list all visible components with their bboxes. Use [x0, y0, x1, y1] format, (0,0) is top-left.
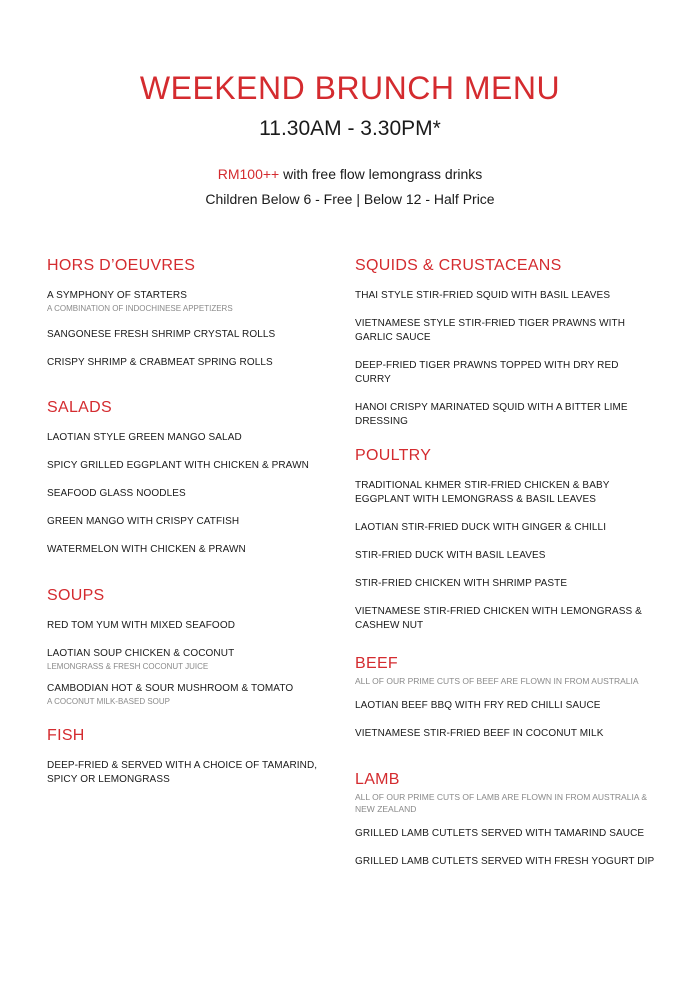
menu-item: [47, 459, 332, 473]
section-heading: SQUIDS & CRUSTACEANS: [355, 257, 562, 274]
section-poultry: [355, 447, 655, 633]
menu-item: [355, 289, 655, 303]
menu-item: [47, 647, 332, 672]
menu-item-name: STIR-FRIED DUCK WITH BASIL LEAVES: [355, 550, 546, 561]
menu-column-right: [355, 257, 655, 883]
menu-item: [355, 577, 655, 591]
menu-item: [355, 401, 655, 429]
menu-item-name: SEAFOOD GLASS NOODLES: [47, 488, 186, 499]
menu-item: [355, 317, 655, 345]
menu-item-description: A COMBINATION OF INDOCHINESE APPETIZERS: [47, 304, 233, 313]
price-suffix: with free flow lemongrass drinks: [279, 166, 483, 182]
menu-item: [355, 549, 655, 563]
menu-item-description: LEMONGRASS & FRESH COCONUT JUICE: [47, 662, 209, 671]
menu-item-name: SANGONESE FRESH SHRIMP CRYSTAL ROLLS: [47, 329, 276, 340]
menu-item-description: A COCONUT MILK-BASED SOUP: [47, 697, 170, 706]
menu-item-name: GRILLED LAMB CUTLETS SERVED WITH TAMARIND SAUCE: [355, 828, 645, 839]
section-heading: HORS D’OEUVRES: [47, 257, 196, 274]
menu-item: [47, 543, 332, 557]
menu-item-name: CRISPY SHRIMP & CRABMEAT SPRING ROLLS: [47, 357, 273, 368]
menu-item-name: LAOTIAN STIR-FRIED DUCK WITH GINGER & CHILLI: [355, 522, 607, 533]
section-note: ALL OF OUR PRIME CUTS OF BEEF ARE FLOWN IN FROM AUSTRALIA: [355, 676, 639, 686]
menu-item: [355, 359, 655, 387]
section-squids-crustaceans: [355, 257, 655, 429]
menu-item-name: VIETNAMESE STYLE STIR-FRIED TIGER PRAWNS WITH GARLIC SAUCE: [355, 318, 626, 343]
menu-item: [47, 759, 332, 787]
menu-item-name: DEEP-FRIED & SERVED WITH A CHOICE OF TAMARIND, SPICY OR LEMONGRASS: [47, 760, 318, 785]
menu-item-name: LAOTIAN SOUP CHICKEN & COCONUT: [47, 648, 235, 659]
section-note: ALL OF OUR PRIME CUTS OF LAMB ARE FLOWN IN FROM AUSTRALIA & NEW ZEALAND: [355, 792, 648, 814]
menu-item: [47, 356, 332, 370]
section-salads: [47, 399, 332, 557]
section-heading: POULTRY: [355, 447, 432, 464]
section-soups: [47, 587, 332, 707]
section-beef: [355, 655, 655, 741]
menu-item: [47, 515, 332, 529]
menu-item-name: DEEP-FRIED TIGER PRAWNS TOPPED WITH DRY RED CURRY: [355, 360, 619, 385]
section-lamb: [355, 771, 655, 869]
menu-item-name: WATERMELON WITH CHICKEN & PRAWN: [47, 544, 246, 555]
section-heading: BEEF: [355, 655, 398, 672]
menu-item: [355, 855, 655, 869]
menu-item-name: HANOI CRISPY MARINATED SQUID WITH A BITTER LIME DRESSING: [355, 402, 628, 427]
menu-item: [47, 289, 332, 314]
price-line: [0, 166, 700, 182]
menu-item-name: TRADITIONAL KHMER STIR-FRIED CHICKEN & BABY EGGPLANT WITH LEMONGRASS & BASIL LEAVES: [355, 480, 610, 505]
children-pricing: Children Below 6 - Free | Below 12 - Half Price: [205, 191, 495, 207]
section-fish: [47, 727, 332, 787]
menu-item-name: LAOTIAN BEEF BBQ WITH FRY RED CHILLI SAUCE: [355, 700, 601, 711]
menu-title: WEEKEND BRUNCH MENU: [139, 70, 561, 106]
menu-column-left: [47, 257, 332, 801]
menu-item-name: LAOTIAN STYLE GREEN MANGO SALAD: [47, 432, 242, 443]
menu-item: [355, 827, 655, 841]
menu-item: [47, 682, 332, 707]
menu-item-name: VIETNAMESE STIR-FRIED BEEF IN COCONUT MILK: [355, 728, 604, 739]
menu-item: [47, 487, 332, 501]
menu-item: [355, 605, 655, 633]
section-heading: LAMB: [355, 771, 400, 788]
menu-item-name: STIR-FRIED CHICKEN WITH SHRIMP PASTE: [355, 578, 568, 589]
menu-item: [355, 727, 655, 741]
section-heading: FISH: [47, 727, 85, 744]
section-hors-doeuvres: [47, 257, 332, 370]
menu-item: [355, 479, 655, 507]
brunch-hours: 11.30AM - 3.30PM*: [259, 117, 441, 140]
section-heading: SOUPS: [47, 587, 105, 604]
price: RM100++: [217, 166, 280, 182]
menu-item-name: CAMBODIAN HOT & SOUR MUSHROOM & TOMATO: [47, 683, 294, 694]
menu-item: [355, 521, 655, 535]
menu-item: [47, 431, 332, 445]
menu-item: [47, 619, 332, 633]
menu-item: [355, 699, 655, 713]
menu-item: [47, 328, 332, 342]
menu-item-name: THAI STYLE STIR-FRIED SQUID WITH BASIL LEAVES: [355, 290, 611, 301]
menu-item-name: GRILLED LAMB CUTLETS SERVED WITH FRESH YOGURT DIP: [355, 856, 655, 867]
menu-item-name: VIETNAMESE STIR-FRIED CHICKEN WITH LEMONGRASS & CASHEW NUT: [355, 606, 642, 631]
menu-item-name: A SYMPHONY OF STARTERS: [47, 290, 188, 301]
menu-item-name: GREEN MANGO WITH CRISPY CATFISH: [47, 516, 240, 527]
section-heading: SALADS: [47, 399, 112, 416]
menu-item-name: RED TOM YUM WITH MIXED SEAFOOD: [47, 620, 236, 631]
menu-item-name: SPICY GRILLED EGGPLANT WITH CHICKEN & PRAWN: [47, 460, 309, 471]
